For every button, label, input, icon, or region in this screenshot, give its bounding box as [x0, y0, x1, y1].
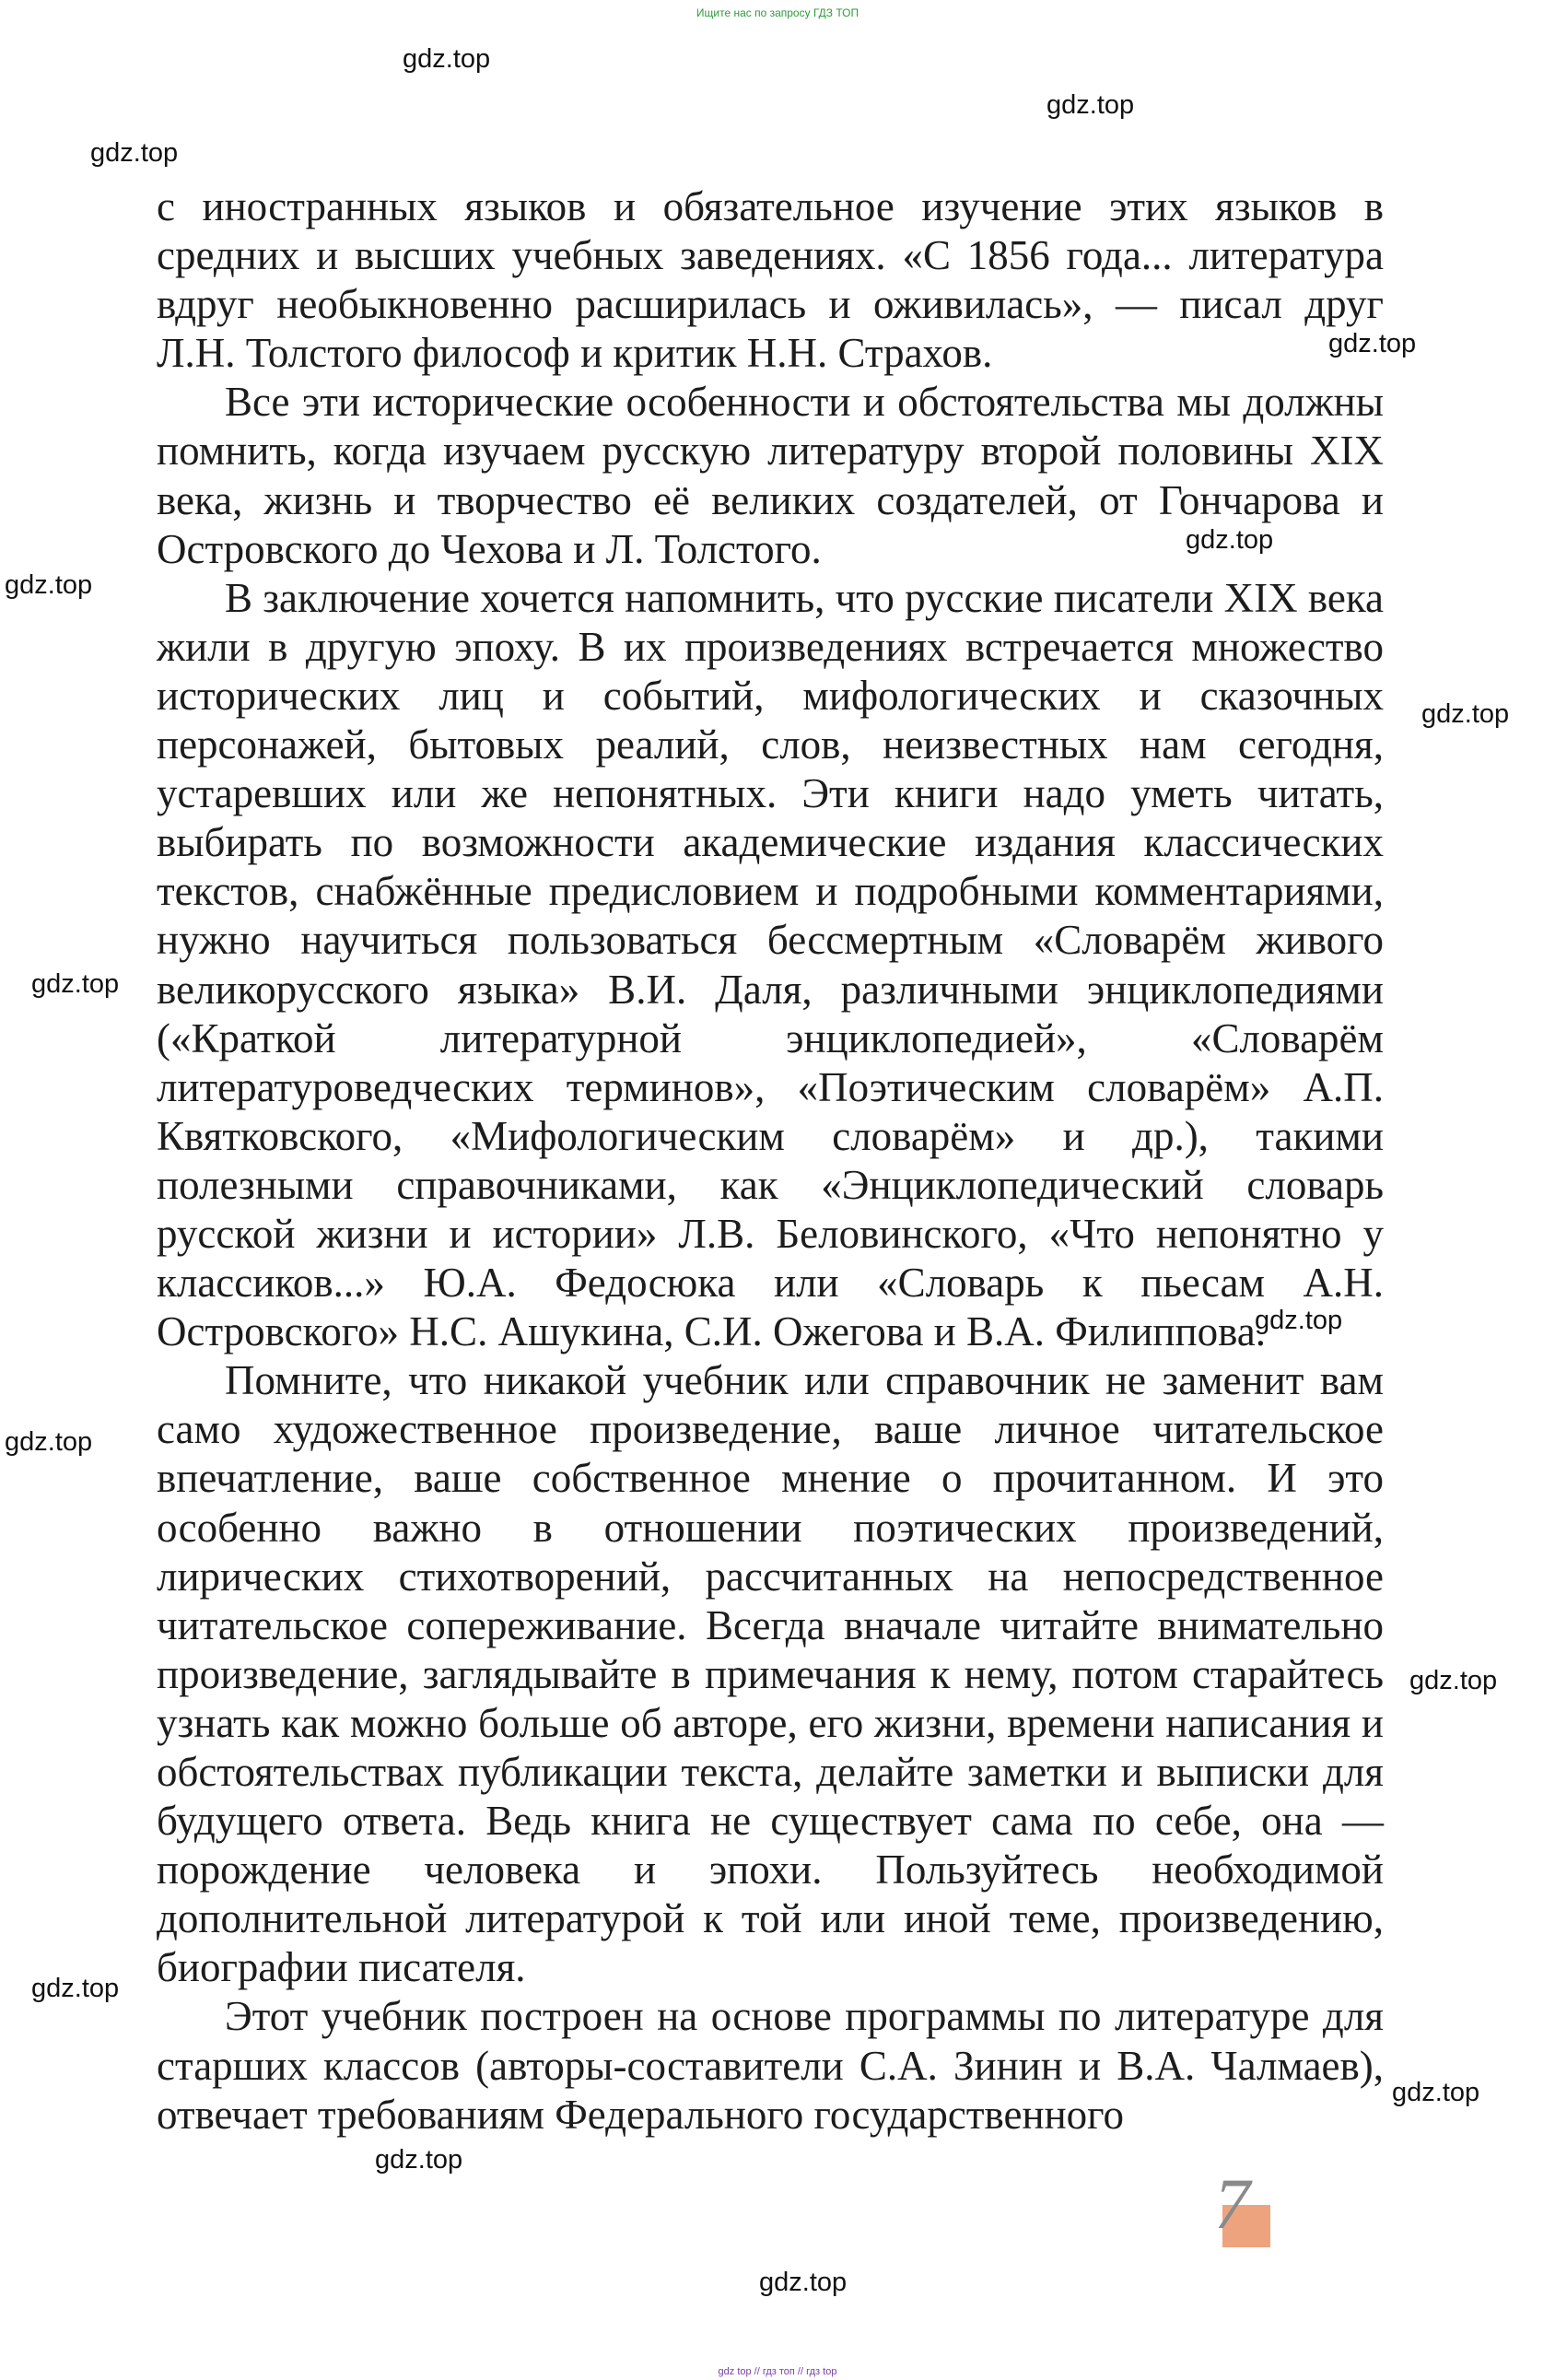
footer-links[interactable]: gdz top // гдз топ // гдз top [718, 2366, 837, 2377]
watermark: gdz.top [1255, 1306, 1343, 1335]
watermark: gdz.top [1409, 1666, 1498, 1695]
watermark: gdz.top [759, 2268, 848, 2297]
paragraph-2: Все эти исторические особенности и обстоятельства мы должны помнить, когда изучаем русскую литературу второй половины XIX века, жизнь и творчество её великих создателей, от Гончарова и Островского до Чехова и Л. Толстого. [157, 379, 1384, 572]
watermark: gdz.top [403, 44, 491, 74]
top-search-note[interactable]: Ищите нас по запросу ГДЗ ТОП [696, 6, 859, 19]
watermark: gdz.top [5, 1427, 93, 1457]
watermark: gdz.top [1046, 90, 1135, 120]
watermark: gdz.top [1328, 329, 1417, 358]
watermark: gdz.top [5, 570, 93, 600]
watermark: gdz.top [31, 1974, 120, 2003]
watermark: gdz.top [90, 138, 179, 168]
watermark: gdz.top [1421, 699, 1510, 729]
paragraph-4: Помните, что никакой учебник или справочник не заменит вам само художественное произведение, ваше личное читательское впечатление, ваше собственное мнение о прочитанном. И это особенно важно в отношении поэтических произведений, лирических стихотворений, рассчитанных на непосредственное читательское сопереживание. Всегда вначале читайте внимательно произведение, заглядывайте в примечания к нему, потом старайтесь узнать как можно больше об авторе, его жизни, времени написания и обстоятельствах публикации текста, делайте заметки и выписки для будущего ответа. Ведь книга не существует сама по себе, она — порождение человека и эпохи. Пользуйтесь необходимой дополнительной литературой к той или иной теме, произведению, биографии писателя. [157, 1357, 1384, 1991]
watermark: gdz.top [1392, 2078, 1480, 2107]
paragraph-5: Этот учебник построен на основе программы по литературе для старших классов (авторы-составители С.А. Зинин и В.А. Чалмаев), отвечает требованиям Федерального государственного [157, 1993, 1384, 2138]
main-text [157, 182, 1384, 2140]
watermark: gdz.top [1186, 525, 1274, 555]
paragraph-1: с иностранных языков и обязательное изучение этих языков в средних и высших учебных заведениях. «С 1856 года... литература вдруг необыкновенно расширилась и оживилась», — писал друг Л.Н. Толстого философ и критик Н.Н. Страхов. [157, 183, 1384, 377]
watermark: gdz.top [31, 969, 120, 999]
page-number: 7 [1214, 2163, 1250, 2244]
watermark: gdz.top [375, 2145, 463, 2175]
paragraph-3: В заключение хочется напомнить, что русские писатели XIX века жили в другую эпоху. В их произведениях встречается множество исторических лиц и событий, мифологических и сказочных персонажей, бытовых реалий, слов, неизвестных нам сегодня, устаревших или же непонятных. Эти книги надо уметь читать, выбирать по возможности академические издания классических текстов, снабжённые предисловием и подробными комментариями, нужно научиться пользоваться бессмертным «Словарём живого великорусского языка» В.И. Даля, различными энциклопедиями («Краткой литературной энциклопедией», «Словарём литературоведческих терминов», «Поэтическим словарём» А.П. Квятковского, «Мифологическим словарём» и др.), такими полезными справочниками, как «Энциклопедический словарь русской жизни и истории» Л.В. Беловинского, «Что непонятно у классиков...» Ю.А. Федосюка или «Словарь к пьесам А.Н. Островского» Н.С. Ашукина, С.И. Ожегова и В.А. Филиппова. [157, 574, 1384, 1355]
